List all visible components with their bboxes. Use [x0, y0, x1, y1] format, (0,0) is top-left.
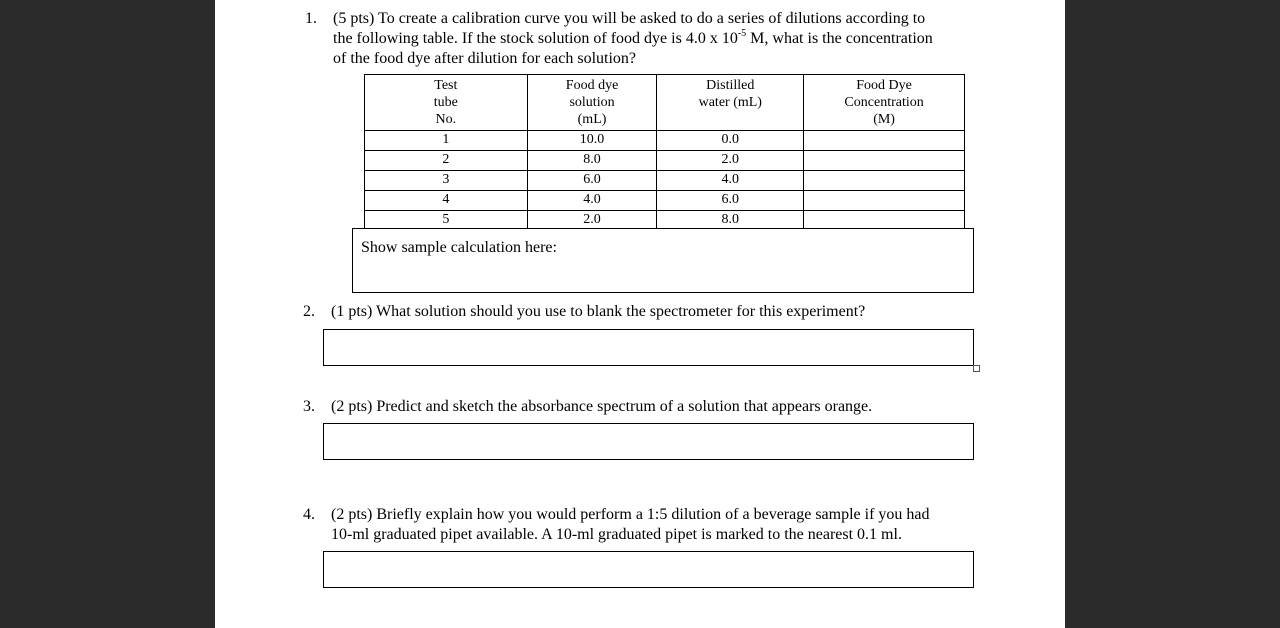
question-2-number: 2.	[303, 303, 315, 320]
question-1-line-1: (5 pts) To create a calibration curve you will be asked to do a series of dilutions according to	[333, 10, 926, 27]
table-cell: 2.0	[657, 151, 804, 171]
header-line: solution	[569, 95, 615, 110]
table-cell: 8.0	[527, 151, 657, 171]
header-line: (M)	[873, 112, 895, 127]
question-1-line-3: of the food dye after dilution for each solution?	[333, 50, 637, 67]
concentration-cell[interactable]	[804, 191, 965, 211]
table-cell: 6.0	[527, 171, 657, 191]
question-3-number: 3.	[303, 398, 315, 415]
table-cell: 3	[365, 171, 528, 191]
concentration-cell[interactable]	[804, 131, 965, 151]
exponent: -5	[737, 27, 747, 39]
table-cell: 4.0	[527, 191, 657, 211]
table-header-cell	[804, 75, 965, 131]
table-row	[365, 151, 965, 171]
table-header-row	[365, 75, 965, 131]
question-4-number: 4.	[303, 506, 315, 523]
table-cell: 5	[365, 211, 528, 231]
table-row	[365, 191, 965, 211]
question-3-text: (2 pts) Predict and sketch the absorbance spectrum of a solution that appears orange.	[331, 398, 873, 415]
header-line: Food Dye	[856, 78, 912, 93]
header-line: Test	[434, 78, 458, 93]
table-cell: 0.0	[657, 131, 804, 151]
header-line: No.	[435, 112, 457, 127]
header-line: (mL)	[577, 112, 607, 127]
table-cell: 2.0	[527, 211, 657, 231]
question-1-text	[333, 9, 1033, 69]
answer-box-2[interactable]	[323, 329, 974, 366]
header-line	[657, 111, 803, 128]
table-cell: 1	[365, 131, 528, 151]
document-page	[215, 0, 1065, 628]
calculation-answer-box[interactable]	[352, 228, 974, 293]
calculation-label: Show sample calculation here:	[361, 239, 557, 256]
question-4-line-1: (2 pts) Briefly explain how you would perform a 1:5 dilution of a beverage sample if you had	[331, 506, 930, 523]
answer-box-3[interactable]	[323, 423, 974, 460]
question-1-line-2: the following table. If the stock solution of food dye is 4.0 x $10^{-5}$ M, what is the concentration	[333, 27, 933, 47]
resize-handle[interactable]	[973, 365, 980, 372]
table-row	[365, 171, 965, 191]
table-cell: 8.0	[657, 211, 804, 231]
header-line: tube	[433, 95, 458, 110]
concentration-cell[interactable]	[804, 171, 965, 191]
table-header-cell	[657, 75, 804, 131]
table-row	[365, 131, 965, 151]
concentration-cell[interactable]	[804, 151, 965, 171]
question-2-text: (1 pts) What solution should you use to blank the spectrometer for this experiment?	[331, 303, 866, 320]
table-cell: 4.0	[657, 171, 804, 191]
answer-box-4[interactable]	[323, 551, 974, 588]
dilution-table	[364, 74, 965, 231]
table-cell: 2	[365, 151, 528, 171]
header-line: Food dye	[565, 78, 619, 93]
question-4-text	[331, 505, 930, 545]
table-header-cell	[527, 75, 657, 131]
table-cell: 6.0	[657, 191, 804, 211]
table-cell: 4	[365, 191, 528, 211]
header-line: Concentration	[844, 95, 924, 110]
table-header-cell	[365, 75, 528, 131]
question-1-number: 1.	[305, 10, 317, 27]
header-line: Distilled	[706, 78, 755, 93]
header-line: water (mL)	[698, 95, 762, 110]
table-cell: 10.0	[527, 131, 657, 151]
question-4-line-2: 10-ml graduated pipet available. A 10-ml graduated pipet is marked to the nearest 0.1 ml.	[331, 526, 902, 543]
